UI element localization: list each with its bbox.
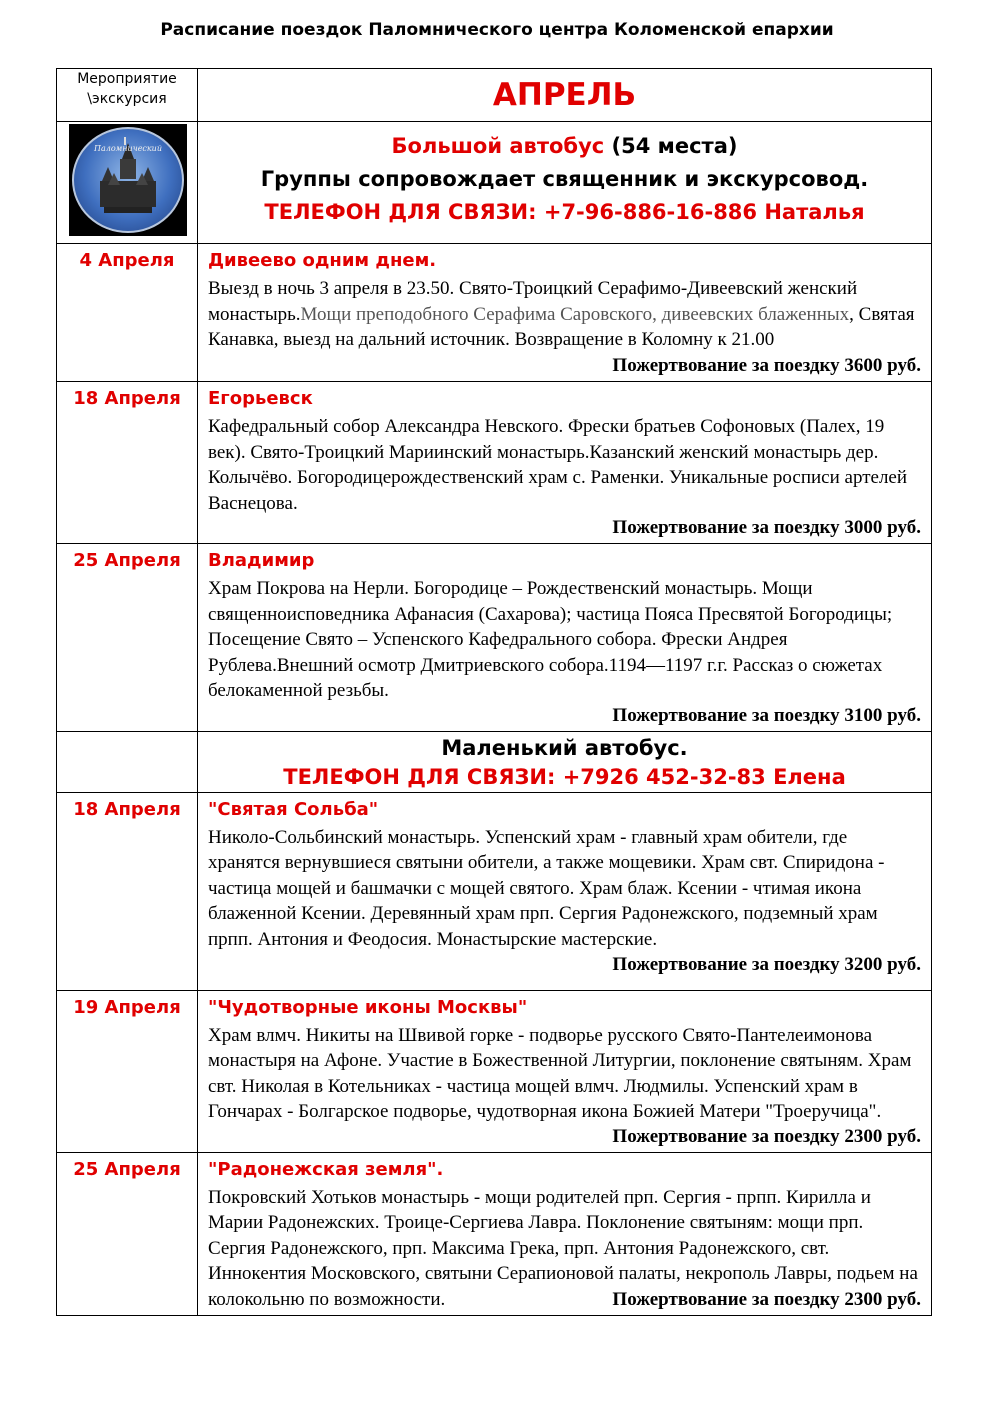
donation-amount: Пожертвование за поездку 2300 руб. — [612, 1125, 921, 1147]
header-row — [57, 69, 932, 122]
column-header-event: Мероприятие \экскурсия — [57, 69, 198, 122]
trip-cell — [198, 544, 932, 732]
trip-row — [57, 792, 932, 990]
small-bus-phone: ТЕЛЕФОН ДЛЯ СВЯЗИ: +7926 452-32-83 Елена — [283, 764, 846, 789]
trip-title: Дивеево одним днем. — [208, 250, 437, 271]
trip-description: Выезд в ночь 3 апреля в 23.50. Свято-Троицкий Серафимо-Дивеевский женский монастырь.Мощи преподобного Серафима Саровского, дивеевских блаженных, Святая Канавка, выезд на дальний источник. Возвращение в Коломну к 21.00 Пожертвование за поездку 3600 руб. — [208, 276, 921, 353]
trip-row — [57, 990, 932, 1152]
trip-title: Егорьевск — [208, 388, 313, 409]
trip-cell — [198, 1152, 932, 1316]
trip-row — [57, 382, 932, 544]
empty-cell — [57, 731, 198, 792]
trip-description: Николо-Сольбинский монастырь. Успенский храм - главный храм обители, где хранятся вернувшиеся святыни обители, а также мощевики. Храм свт. Спиридона - частица мощей и башмачки с мощей святого. Храм блаж. Ксении - чтимая икона блаженной Ксении. Деревянный храм прп. Сергия Радонежского, подземный храм прпп. Антония и Феодосия. Монастырские мастерские. Пожертвование за поездку 3200 руб. — [208, 825, 921, 953]
trip-date: 18 Апреля — [57, 792, 198, 990]
svg-text:Паломнический: Паломнический — [94, 144, 162, 153]
big-bus-info — [198, 122, 932, 244]
trip-row — [57, 544, 932, 732]
schedule-table — [56, 68, 932, 1316]
trip-title: Владимир — [208, 550, 315, 571]
trip-description: Храм Покрова на Нерли. Богородице – Рождественский монастырь. Мощи священноисповедника Афанасия (Сахарова); частица Пояса Пресвятой Богородицы; Посещение Свято – Успенского Кафедрального собора. Фрески Андрея Рублева.Внешний осмотр Дмитриевского собора.1194—1197 г.г. Рассказ о сюжетах белокаменной резьбы. — [208, 578, 893, 701]
trip-cell — [198, 244, 932, 382]
trip-cell — [198, 990, 932, 1152]
donation-amount: Пожертвование за поездку 3200 руб. — [612, 954, 921, 975]
trip-cell — [198, 792, 932, 990]
trip-title: "Чудотворные иконы Москвы" — [208, 996, 528, 1018]
trip-date: 18 Апреля — [57, 382, 198, 544]
trip-description: Кафедральный собор Александра Невского. Фрески братьев Софоновых (Палех, 19 век). Свято-Троицкий Мариинский монастырь.Казанский женский монастырь дер. Колычёво. Богородицерождественский храм с. Раменки. Уникальные росписи артелей Васнецова. — [208, 416, 908, 514]
trip-date: 19 Апреля — [57, 990, 198, 1152]
pilgrim-center-logo-icon — [69, 124, 187, 236]
trip-cell — [198, 382, 932, 544]
trip-date: 25 Апреля — [57, 1152, 198, 1316]
big-bus-row — [57, 122, 932, 244]
big-bus-label: Большой автобус — [391, 134, 605, 158]
small-bus-label: Маленький автобус. — [441, 735, 688, 760]
month-heading: АПРЕЛЬ — [198, 69, 932, 122]
trip-description: Покровский Хотьков монастырь - мощи родителей прп. Сергия - прпп. Кирилла и Марии Радонежских. Троице-Сергиева Лавра. Поклонение святыням: мощи прп. Сергия Радонежского, прп. Максима Грека, прп. Антония Радонежского, свт. Иннокентия Московского, святыни Серапионовой палаты, некрополь Лавры, подьем на колокольню по возможности. Пожертвование за поездку 2300 руб. — [208, 1185, 921, 1313]
big-bus-seats: (54 места) — [604, 134, 738, 158]
donation-amount: Пожертвование за поездку 3000 руб. — [612, 517, 921, 538]
small-bus-row — [57, 731, 932, 792]
trip-description: Храм влмч. Никиты на Швивой горке - подворье русского Свято-Пантелеимонова монастыря на Афоне. Участие в Божественной Литургии, поклонение святыням. Храм свт. Николая в Котельниках - частица мощей влмч. Людмилы. Успенский храм в Гончарах - Болгарское подворье, чудотворная икона Божией Матери "Троеручица". — [208, 1024, 912, 1122]
small-bus-info — [198, 731, 932, 792]
document-title: Расписание поездок Паломнического центра Коломенской епархии — [160, 20, 834, 40]
trip-row — [57, 1152, 932, 1316]
big-bus-phone: ТЕЛЕФОН ДЛЯ СВЯЗИ: +7-96-886-16-886 Наталья — [264, 200, 865, 224]
donation-amount: Пожертвование за поездку 2300 руб. — [612, 1288, 921, 1310]
logo-cell — [57, 122, 198, 244]
trip-date: 25 Апреля — [57, 544, 198, 732]
trip-title: "Святая Сольба" — [208, 798, 379, 820]
big-bus-escort: Группы сопровождает священник и экскурсовод. — [260, 167, 869, 191]
donation-amount: Пожертвование за поездку 3600 руб. — [612, 354, 921, 376]
donation-amount: Пожертвование за поездку 3100 руб. — [612, 704, 921, 726]
trip-row — [57, 244, 932, 382]
trip-title: "Радонежская земля". — [208, 1158, 444, 1180]
trip-date: 4 Апреля — [57, 244, 198, 382]
